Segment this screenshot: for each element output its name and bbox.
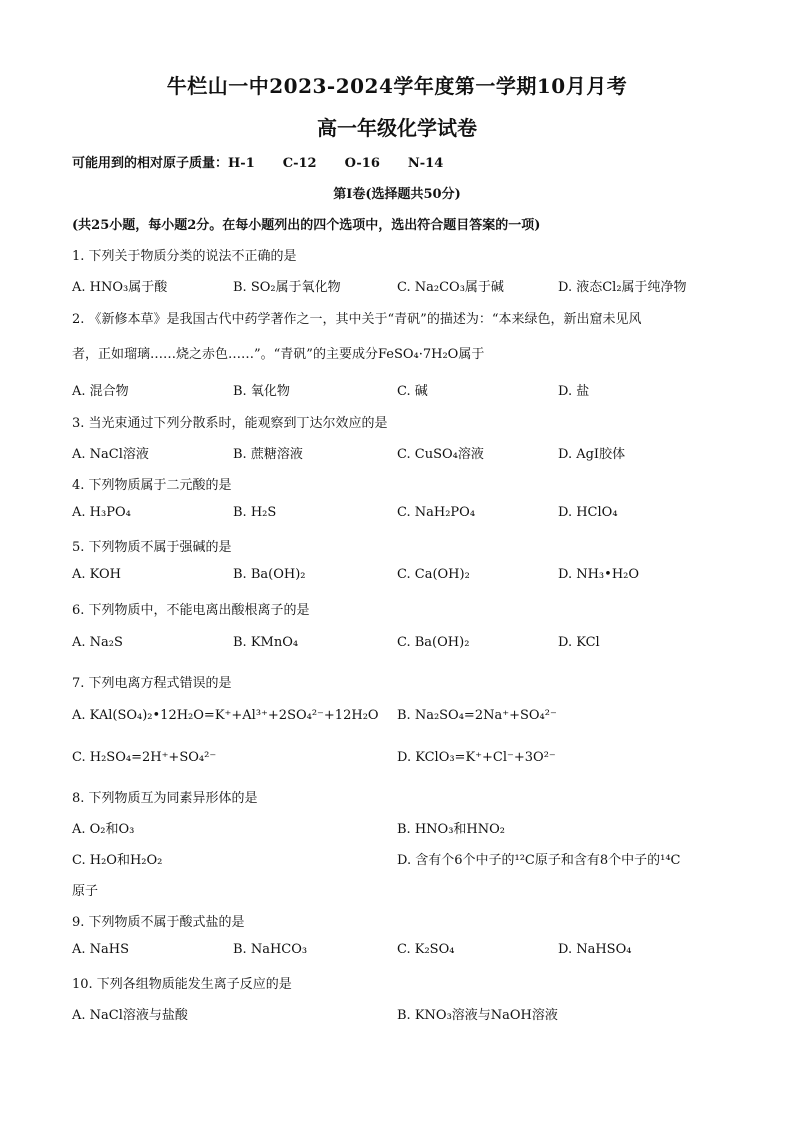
question-stem: 5. 下列物质不属于强碱的是 bbox=[72, 540, 232, 555]
option-a: A. Na₂S bbox=[72, 635, 123, 650]
option-b: B. 氧化物 bbox=[233, 384, 290, 399]
option-a: A. H₃PO₄ bbox=[72, 505, 131, 520]
option-c: C. CuSO₄溶液 bbox=[397, 447, 484, 462]
atomic-mass-item: N-14 bbox=[407, 156, 444, 171]
question-stem: 4. 下列物质属于二元酸的是 bbox=[72, 478, 232, 493]
option-a: A. O₂和O₃ bbox=[72, 822, 135, 837]
atomic-mass-label: 可能用到的相对原子质量： bbox=[72, 156, 229, 171]
option-d: D. 液态Cl₂属于纯净物 bbox=[558, 280, 687, 295]
atomic-mass-item: O-16 bbox=[344, 156, 380, 171]
option-a: A. NaHS bbox=[72, 942, 130, 957]
option-d: D. KCl bbox=[558, 635, 600, 650]
section-title: 第Ⅰ卷(选择题共50分) bbox=[333, 187, 461, 202]
question-stem: 7. 下列电离方程式错误的是 bbox=[72, 676, 232, 691]
option-b: B. NaHCO₃ bbox=[233, 942, 308, 957]
atomic-mass-item: H-1 bbox=[228, 156, 255, 171]
question-stem: 1. 下列关于物质分类的说法不正确的是 bbox=[72, 249, 297, 264]
option-a: A. 混合物 bbox=[72, 384, 129, 399]
section-instruction: (共25小题，每小题2分。在每小题列出的四个选项中，选出符合题目答案的一项) bbox=[72, 218, 541, 233]
option-d-cont: 原子 bbox=[72, 884, 99, 899]
question-stem: 2. 《新修本草》是我国古代中药学著作之一，其中关于“青矾”的描述为：“本来绿色，新出窟未见风 bbox=[72, 312, 642, 327]
atomic-mass-line bbox=[72, 152, 443, 171]
option-c: C. Ba(OH)₂ bbox=[397, 635, 470, 650]
option-a: A. NaCl溶液 bbox=[72, 447, 149, 462]
option-c: C. H₂O和H₂O₂ bbox=[72, 853, 163, 868]
option-c: C. H₂SO₄=2H⁺+SO₄²⁻ bbox=[72, 750, 217, 765]
option-a: A. HNO₃属于酸 bbox=[72, 280, 168, 295]
option-b: B. HNO₃和HNO₂ bbox=[397, 822, 505, 837]
option-c: C. NaH₂PO₄ bbox=[397, 505, 476, 520]
question-stem: 3. 当光束通过下列分散系时，能观察到丁达尔效应的是 bbox=[72, 416, 388, 431]
question-stem: 9. 下列物质不属于酸式盐的是 bbox=[72, 915, 245, 930]
option-a: A. KAl(SO₄)₂•12H₂O=K⁺+Al³⁺+2SO₄²⁻+12H₂O bbox=[72, 708, 379, 723]
option-d: D. KClO₃=K⁺+Cl⁻+3O²⁻ bbox=[397, 750, 556, 765]
exam-subtitle: 高一年级化学试卷 bbox=[317, 116, 477, 140]
option-c: C. Ca(OH)₂ bbox=[397, 567, 470, 582]
option-d: D. AgI胶体 bbox=[558, 447, 626, 462]
atomic-mass-item: C-12 bbox=[282, 156, 317, 171]
option-b: B. KNO₃溶液与NaOH溶液 bbox=[397, 1008, 558, 1023]
question-stem: 10. 下列各组物质能发生离子反应的是 bbox=[72, 977, 292, 992]
option-a: A. KOH bbox=[72, 567, 122, 582]
option-c: C. 碱 bbox=[397, 384, 428, 399]
question-stem-cont: 者，正如瑠璃……烧之赤色……”。“青矾”的主要成分FeSO₄·7H₂O属于 bbox=[72, 347, 485, 362]
option-b: B. H₂S bbox=[233, 505, 277, 520]
option-d: D. NH₃•H₂O bbox=[558, 567, 640, 582]
option-b: B. KMnO₄ bbox=[233, 635, 299, 650]
option-b: B. SO₂属于氧化物 bbox=[233, 280, 341, 295]
option-c: C. K₂SO₄ bbox=[397, 942, 455, 957]
option-d: D. 盐 bbox=[558, 384, 590, 399]
option-d: D. 含有个6个中子的¹²C原子和含有8个中子的¹⁴C bbox=[397, 853, 681, 868]
question-stem: 8. 下列物质互为同素异形体的是 bbox=[72, 791, 258, 806]
option-d: D. HClO₄ bbox=[558, 505, 618, 520]
option-a: A. NaCl溶液与盐酸 bbox=[72, 1008, 188, 1023]
option-c: C. Na₂CO₃属于碱 bbox=[397, 280, 504, 295]
option-b: B. 蔗糖溶液 bbox=[233, 447, 303, 462]
option-b: B. Na₂SO₄=2Na⁺+SO₄²⁻ bbox=[397, 708, 557, 723]
question-stem: 6. 下列物质中，不能电离出酸根离子的是 bbox=[72, 603, 310, 618]
exam-title: 牛栏山一中2023-2024学年度第一学期10月月考 bbox=[166, 74, 628, 98]
option-d: D. NaHSO₄ bbox=[558, 942, 632, 957]
option-b: B. Ba(OH)₂ bbox=[233, 567, 306, 582]
